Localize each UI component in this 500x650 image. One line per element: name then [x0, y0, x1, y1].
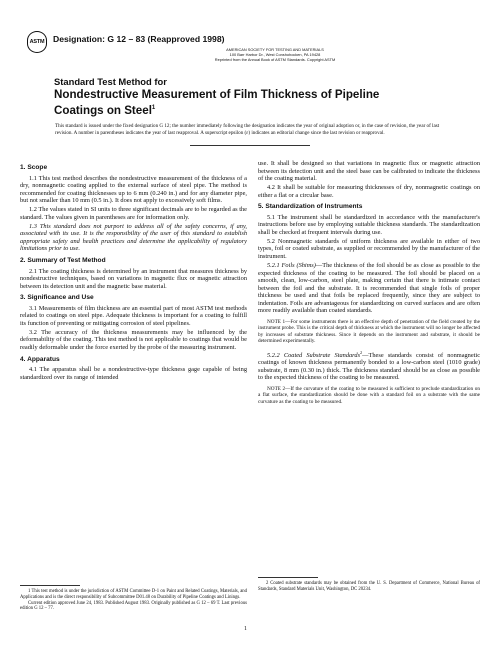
- footnote-mark: 2: [360, 349, 363, 355]
- logo-text: ASTM: [29, 39, 45, 45]
- italic-text: 1.3 This standard does not purport to address all of the safety concerns, if any, associated with its use. It is the responsibility of the user of this standard to establish appropriate safety and health practices and determine the applicability of regulatory limitations prior to use.: [20, 222, 247, 253]
- footnotes-right: [258, 577, 480, 593]
- astm-logo: [27, 31, 47, 53]
- paragraph: 1.2 The values stated in SI units to three significant decimals are to be regarded as the standard. The values given in parentheses are for information only.: [20, 206, 247, 221]
- issuance-notice: This standard is issued under the fixed designation G 12; the number immediately following the designation indicates the year of original adoption or, in the case of revision, the year of last revision. A number in parentheses indicates the year of last reapproval. A superscript epsilon (ε) indicates an editorial change since the last revision or reapproval.: [55, 123, 440, 136]
- paragraph: 4.1 The apparatus shall be a nondestructive-type thickness gage capable of being standardized over its range of intended: [20, 366, 247, 381]
- section-heading: 4. Apparatus: [20, 355, 60, 363]
- note: NOTE 1—For some instruments there is an effective depth of penetration of the field created by the instrument probe. This is the critical depth of thickness at which the instrument will no longer be affected by increases of substrate thickness. Since it depends on the instrument and substrate, it should be determined experimentally.: [258, 318, 480, 345]
- paragraph: 4.2 It shall be suitable for measuring thicknesses of dry, nonmagnetic coatings on either a flat or a circular base.: [258, 184, 480, 199]
- separator-rule: [190, 145, 310, 146]
- section-heading: 2. Summary of Test Method: [20, 257, 106, 265]
- paragraph: use. It shall be designed so that variations in magnetic flux or magnetic attraction between its detection unit and the steel base can be calibrated to indicate the thickness of the coating material.: [258, 160, 480, 183]
- paragraph: 1.1 This test method describes the nondestructive measurement of the thickness of a dry, nonmagnetic coating applied to the external surface of steel pipe. The method is recommended for coating thicknesses up to 6 mm (0.240 in.) and for any diameter pipe, but not smaller than 10 mm (0.5 in.). It does not apply to excessively soft films.: [20, 174, 247, 205]
- subsection-label: 5.2.2 Coated Substrate Standards: [267, 351, 361, 359]
- footnote: 2 Coated substrate standards may be obtained from the U. S. Department of Commerce, National Bureau of Standards, Standard Materials Unit, Washington, DC 20234.: [258, 581, 480, 592]
- section-heading: 1. Scope: [20, 164, 48, 171]
- footnote-rule: [258, 577, 318, 578]
- footnotes-left: [20, 585, 247, 612]
- publisher-line: 100 Barr Harbor Dr., West Conshohocken, PA 19428: [229, 52, 321, 57]
- title-line-3-text: Coatings on Steel: [54, 103, 152, 117]
- publisher-block: [190, 47, 360, 62]
- paragraph: 2.1 The coating thickness is determined by an instrument that measures thickness by nondestructive techniques, based on variations in magnetic flux or magnetic attraction between its detection unit and the magnetic base material.: [20, 267, 247, 290]
- paragraph: 3.2 The accuracy of the thickness measurements may be influenced by the deformability of the coating. This test method is not applicable to coatings that would be readily deformable under the force exerted by the probe of the measuring instrument.: [20, 328, 247, 351]
- right-column: [258, 160, 480, 409]
- paragraph: 5.1 The instrument shall be standardized in accordance with the manufacturer's instructions before use by employing suitable thickness standards. The standardization shall be checked at frequent intervals during use.: [258, 213, 480, 236]
- publisher-line: AMERICAN SOCIETY FOR TESTING AND MATERIALS: [226, 47, 324, 52]
- section-heading: 3. Significance and Use: [20, 294, 94, 302]
- paragraph: [258, 262, 480, 315]
- page-number: 1: [244, 626, 247, 632]
- paragraph-text: —The thickness of the foil should be as close as possible to the expected thickness of the coating to be measured. The foil should be placed on a smooth, clean, low-carbon, steel plate, making certain that there is intimate contact between the foil and the substrate. It is recommended that single foils of proper thickness be used and that foils be replaced frequently, since they are subject to indentation. Foils are advantageous for standardizing on curved surfaces and are often more readily available than coated standards.: [258, 262, 480, 315]
- note: NOTE 2—If the curvature of the coating to be measured is sufficient to preclude standardization on a flat surface, the standardization should be done with a standard foil on a substrate with the same curvature as the coating to be measured.: [258, 385, 480, 405]
- section-heading: 5. Standardization of Instruments: [258, 203, 363, 211]
- title-footnote-mark: 1: [151, 104, 156, 111]
- paragraph: [258, 349, 480, 382]
- subsection-label: 5.2.1 Foils (Shims): [267, 262, 316, 270]
- title-line-3: [54, 102, 454, 117]
- document-title: [54, 76, 454, 117]
- footnote: 1 This test method is under the jurisdiction of ASTM Committee D-1 on Paint and Related Coatings, Materials, and Applications and is the direct responsibility of Subcommittee D01.48 on Durability of Pipeline Coatings and Linings.: [20, 589, 247, 600]
- paragraph: 3.1 Measurements of film thickness are an essential part of most ASTM test methods related to coatings on steel pipe. Adequate thickness is important for a coating to fulfill its function of preventing or mitigating corrosion of steel pipelines.: [20, 304, 247, 327]
- publisher-line: Reprinted from the Annual Book of ASTM Standards. Copyright ASTM: [214, 57, 336, 62]
- left-column: [20, 160, 247, 383]
- title-line-1: Standard Test Method for: [54, 76, 167, 87]
- designation: Designation: G 12 – 83 (Reapproved 1998): [53, 34, 225, 44]
- footnote-rule: [20, 585, 80, 586]
- paragraph: 5.2 Nonmagnetic standards of uniform thickness are available in either of two types, foil or coated substrate, as supplied or recommended by the manufacturer of the instrument.: [258, 237, 480, 261]
- title-line-2: Nondestructive Measurement of Film Thickness of Pipeline: [54, 88, 380, 101]
- paragraph: [20, 223, 247, 253]
- paragraph-text: —These standards consist of nonmagnetic coatings of known thickness permanently bonded to a low-carbon steel (1010 grade) substrate, 8 mm (0.30 in.) thick. The thickness standard should be as close as possible to the expected thickness of the coating to be measured.: [258, 351, 481, 382]
- footnote: Current edition approved June 24, 1983. Published August 1983. Originally published as G 12 – 69 T. Last previous edition G 12 – 77.: [20, 600, 247, 612]
